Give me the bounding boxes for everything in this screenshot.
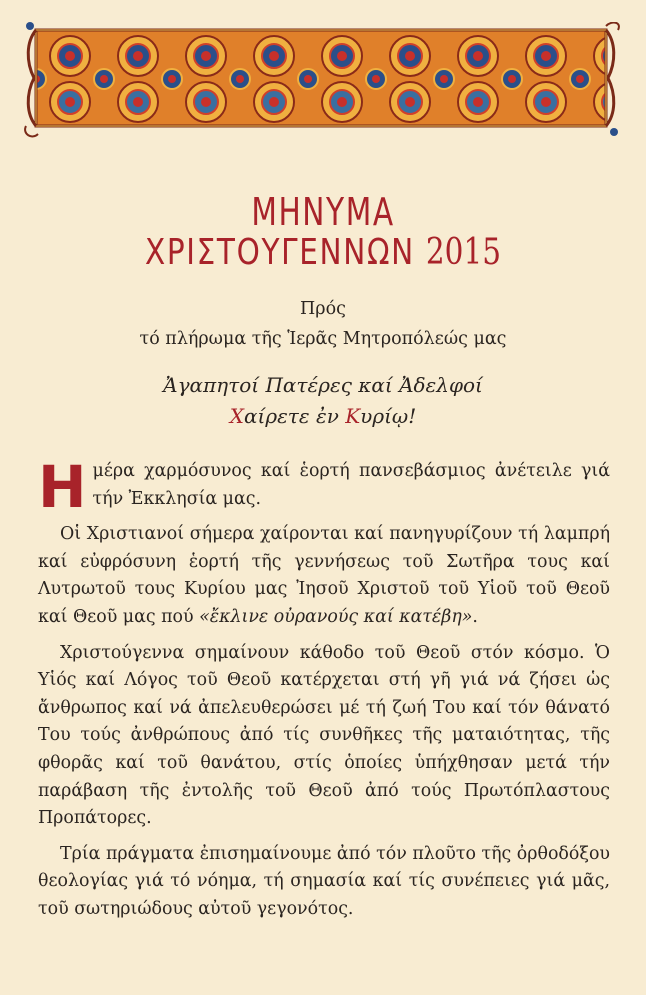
page-title-line2 bbox=[58, 232, 588, 273]
drop-cap: Η bbox=[38, 453, 87, 521]
paragraph-2 bbox=[38, 521, 610, 631]
paragraph-2-quote: «ἔκλινε οὐρανούς καί κατέβη» bbox=[199, 606, 473, 627]
title-word: ΧΡΙΣΤΟΥΓΕΝΝΩΝ bbox=[144, 232, 415, 273]
greeting-text-a: αίρετε ἐν bbox=[243, 404, 346, 428]
message-body bbox=[38, 453, 610, 932]
greeting-initial-k: Κ bbox=[345, 404, 361, 428]
paragraph-1-text: μέρα χαρμόσυνος καί ἑορτή πανσεβάσμιος ἀνέτειλε γιά τήν Ἐκκλησία μας. bbox=[92, 461, 610, 509]
greeting-text-b: υρίῳ! bbox=[360, 404, 417, 428]
greeting-initial-x: Χ bbox=[229, 404, 244, 428]
page-title-line1: ΜΗΝΥΜΑ bbox=[251, 190, 395, 234]
addressee-line2: τό πλήρωμα τῆς Ἱερᾶς Μητροπόλεώς μας bbox=[139, 329, 507, 349]
paragraph-3: Χριστούγεννα σημαίνουν κάθοδο τοῦ Θεοῦ στόν κόσμο. Ὁ Υἱός καί Λόγος τοῦ Θεοῦ κατέρχεται στή γῆ γιά νά ζήσει ὡς ἄνθρωπος καί νά ἀπελευθερώσει μέ τή ζωή Του καί τόν θάνατό Του τούς ἀνθρώπους ἀπό τίς συνθῆκες τῆς ματαιότητας, τῆς φθορᾶς καί τοῦ θανάτου, στίς ὁποίες ὑπήχθησαν μετά τήν παράβαση τῆς ἐντολῆς τοῦ Θεοῦ ἀπό τούς Πρωτόπλαστους Προπάτορες. bbox=[38, 642, 610, 829]
paragraph-1 bbox=[38, 453, 610, 521]
paragraph-4: Τρία πράγματα ἐπισημαίνουμε ἀπό τόν πλοῦτο τῆς ὀρθοδόξου θεολογίας γιά τό νόημα, τή σημασία καί τίς συνέπειες γιά μᾶς, τοῦ σωτηριώδους αὐτοῦ γεγονότος. bbox=[38, 843, 610, 919]
paragraph-2-end: . bbox=[472, 606, 478, 627]
greeting-line2 bbox=[0, 404, 646, 428]
title-year: 2015 bbox=[425, 232, 502, 273]
addressee-line1: Πρός bbox=[300, 299, 346, 319]
paragraph-2-text: Οἱ Χριστιανοί σήμερα χαίρονται καί πανηγυρίζουν τή λαμπρή καί εὐφρόσυνη ἑορτή τῆς γεννήσεως τοῦ Σωτῆρα τους καί Λυτρωτοῦ τους Κυρίου μας Ἰησοῦ Χριστοῦ τοῦ Υἱοῦ τοῦ Θεοῦ καί Θεοῦ μας πού bbox=[38, 524, 610, 627]
greeting-line1: Ἀγαπητοί Πατέρες καί Ἀδελφοί bbox=[163, 373, 483, 397]
ornamental-header-banner bbox=[22, 22, 624, 140]
